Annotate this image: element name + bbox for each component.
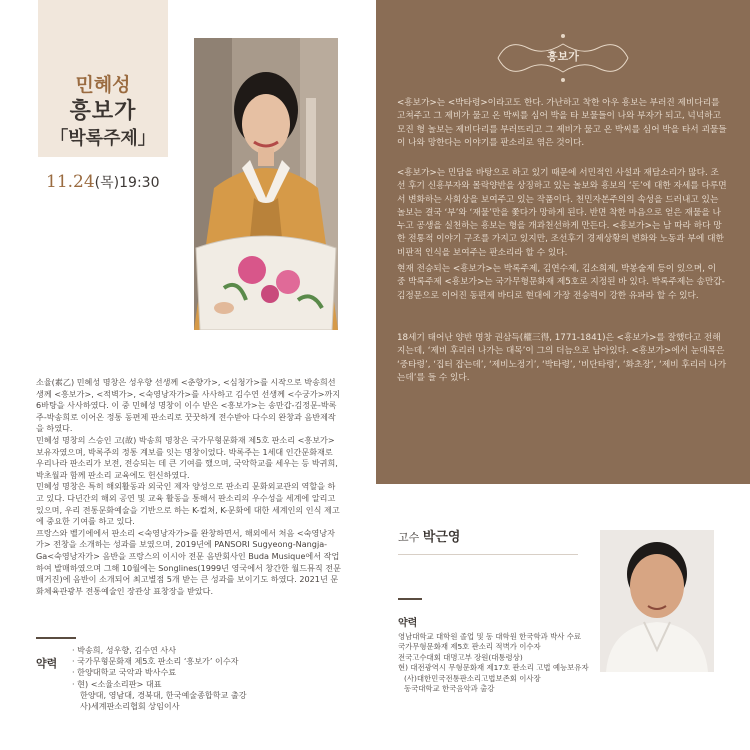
performer-biography (36, 377, 341, 597)
career-item: · 한양대학교 국악과 박사수료 (72, 667, 177, 678)
drummer-career-heading: 약력 (398, 618, 418, 629)
career-item: · 박송희, 성우향, 김수연 사사 (72, 645, 177, 655)
bio-paragraph: 민혜성 명창은 특히 해외활동과 외국인 제자 양성으로 판소리 문화외교관의 역할을 하고 있다. 다년간의 해외 공연 및 교육 활동을 통해서 판소리의 우수성을 세계에 알리고 있으며, 우리 전통문화예술을 기반으로 하는 K-컬쳐, K-문화에 대한 세계인의 인식 제고에 중요한 기여를 하고 있다. (36, 481, 340, 527)
weekday: (목) (94, 175, 120, 191)
drummer-career-item: 국가무형문화재 제5호 판소리 적벽가 이수자 (398, 642, 541, 652)
work-subtitle: 「박록주제」 (50, 128, 156, 149)
drummer-career-divider (398, 598, 422, 600)
bio-paragraph: 소율(素乙) 민혜성 명창은 성우향 선생께 <춘향가>, <심청가>를 시작으로 박송희선생께 <흥보가>, <적벽가>, <숙영낭자가>를 사사하고 김수연 선생께 <수궁가>까지 6바탕을 사사하였다. 이 중 민혜성 명창이 이수 받은 <흥보가>는 송만갑-김정문-박록주-박송희로 이어온 정통 동편제 판소리로 꿋꿋하게 전수받아 다수의 완창과 음반제작을 하였다. (36, 377, 341, 434)
date-value: 11.24 (46, 172, 95, 192)
synopsis-paragraph: <흥보가>는 <박타령>이라고도 한다. 가난하고 착한 아우 흥보는 부러진 제비다리를 고쳐주고 그 제비가 물고 온 박씨를 심어 박을 타 보물들이 나와 부자가 되고, 넉넉하고 모진 형 놀보는 제비다리를 부러뜨리고 그 제비가 물고 온 박씨를 심어 박을 타서 괴물들이 나와 망한다는 이야기를 판소리로 엮은 것이다. (397, 98, 727, 148)
career-heading: 약력 (36, 657, 58, 670)
drummer-career-item: 현) 대전광역시 무형문화재 제17호 판소리 고법 예능보유자 (398, 663, 589, 673)
drummer-portrait (600, 530, 714, 672)
drummer-name: 박근영 (422, 530, 461, 545)
work-title: 흥보가 (69, 99, 137, 124)
drummer-role: 고수 (398, 531, 420, 544)
bio-paragraph: 민혜성 명창의 스승인 고(故) 박송희 명창은 국가무형문화재 제5호 판소리 <흥보가> 보유자였으며, 박록주의 정통 계보를 잇는 명창이었다. 박록주는 1세대 인간문화재로 우리나라 판소리가 보전, 전승되는 데 큰 기여를 했으며, 국악학교를 세우는 등 박귀희, 박초월과 함께 판소리 교육에도 헌신하였다. (36, 434, 338, 480)
synopsis-paragraph: 현재 전승되는 <흥보가>는 박록주제, 김연수제, 김소희제, 박봉술제 등이 있으며, 이 중 박록주제 <흥보가>는 국가무형문화재 제5호로 지정된 바 있다. 박록주제는 송만갑-김정문으로 이어진 동편제 바디로 현대에 가장 전승력이 강한 유파라 할 수 있다. (397, 264, 725, 301)
drummer-career-item: 영남대학교 대학원 졸업 및 동 대학원 한국학과 박사 수료 (398, 632, 582, 641)
drummer-portrait-image (600, 530, 714, 672)
synopsis-paragraph: 18세기 태어난 양반 명창 권삼득(權三得, 1771-1841)은 <흥보가>를 잘했다고 전해지는데, ‘제비 후리러 나가는 대목’이 그의 더늠으로 남아있다. <흥보가>에서 눈대목은 ‘중타령’, ‘집터 잡는데’, ‘제비노정기’, ‘박타령’, ‘비단타령’, ‘화초장’, ‘제비 후리러 나가는데’를 들 수 있다. (397, 333, 727, 383)
drummer-career-list (398, 632, 598, 694)
time: 19:30 (119, 175, 160, 191)
performer-name: 민혜성 (75, 74, 131, 96)
career-divider (36, 637, 76, 639)
synopsis-title: 흥보가 (547, 50, 579, 63)
performer-portrait (194, 38, 338, 330)
drummer-career-item: 동국대학교 한국음악과 출강 (404, 684, 495, 694)
career-item: 한양대, 영남대, 경북대, 한국예술종합학교 출강 (80, 689, 247, 700)
career-item: · 현) <소율소리판> 대표 (72, 678, 162, 689)
career-item: 사)세계판소리협회 상임이사 (80, 701, 180, 712)
performer-portrait-image (194, 38, 338, 330)
drummer-career-item: 전국고수대회 대명고부 장원(대통령상) (398, 652, 523, 662)
career-item: · 국가무형문화재 제5호 판소리 ‘흥보가’ 이수자 (72, 656, 239, 667)
performance-date (46, 172, 159, 192)
synopsis-paragraph: <흥보가>는 민담을 바탕으로 하고 있기 때문에 서민적인 사설과 재담소리가 많다. 조선 후기 신흥부자와 몰락양반을 상징하고 있는 놀보와 흥보의 ‘돈’에 대한 자세를 다루면서 변화하는 사회상을 보여주고 있는 작품이다. 천민자본주의의 속성을 드러내고 있는 놀보는 결국 ‘부’와 ‘재물’만을 쫓다가 망하게 된다. 반면 착한 마음으로 얻은 재물을 나누고 공생을 실천하는 흥보는 형을 개과천선하게 만든다. <흥보가>는 남 따라 하다 망한 전통적 이야기 구조를 가지고 있지만, 조선후기 경제상황의 변화와 노동과 부에 대한 비판적 인식을 보여주는 판소리라 할 수 있다. (397, 168, 727, 258)
drummer-career-item: (사)대한민국전통판소리고법보존회 이사장 (404, 673, 541, 683)
career-list (72, 645, 247, 712)
drummer-label (398, 526, 460, 545)
drummer-divider (398, 554, 578, 555)
bio-paragraph: 프랑스와 벨기에에서 판소리 <숙영낭자가>를 완창하면서, 해외에서 처음 <숙영낭자가> 전창을 소개하는 성과를 보였으며, 2019년에 PANSORI Sugyeong-Nangja-Ga<숙영낭자가> 음반을 프랑스의 이시아 전문 음반회사인 Buda Musique에서 작업하여 발매하였으며 그해 10월에는 Songlines(1999년 영국에서 창간한 월드뮤직 전문 매거진)에 음반이 소개되어 최고별점 5개 받는 큰 성과를 보이기도 하였다. 2021년 문화체육관광부 전통예술인 장관상 표창장을 받았다. (36, 527, 341, 596)
